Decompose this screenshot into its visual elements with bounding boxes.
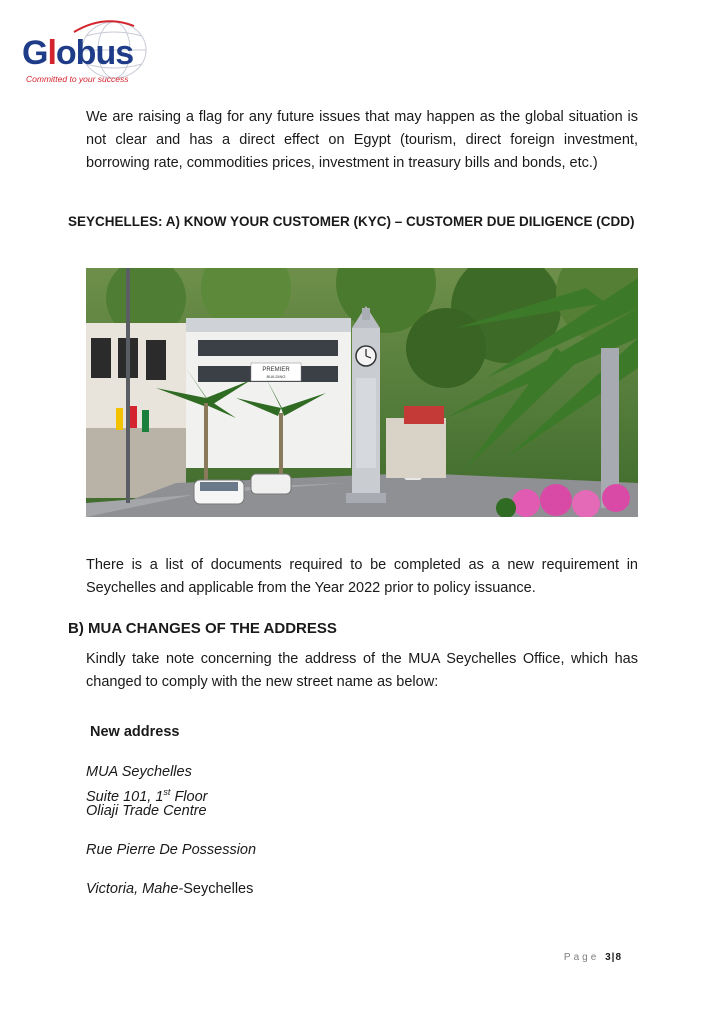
page-label: Page — [563, 952, 600, 963]
section-b-paragraph: Kindly take note concerning the address of the MUA Seychelles Office, which has changed to comply with the new street name as below: — [86, 651, 638, 690]
page-separator: | — [611, 952, 616, 963]
section-a-paragraph: There is a list of documents required to be completed as a new requirement in Seychelles and applicable from the Year 2022 prior to policy issuance. — [86, 557, 638, 596]
building-sign: PREMIER — [262, 367, 290, 373]
new-address-heading: New address — [90, 724, 180, 740]
address-line-4: Rue Pierre De Possession — [86, 842, 257, 858]
address-line-5: Victoria, Mahe-Seychelles — [86, 881, 254, 897]
address-line-3: Oliaji Trade Centre — [86, 803, 207, 819]
page-total: 8 — [615, 952, 622, 963]
logo-wordmark: Globus — [22, 34, 134, 72]
section-a-heading: SEYCHELLES: A) KNOW YOUR CUSTOMER (KYC) – CUSTOMER DUE DILIGENCE (CDD) — [68, 214, 635, 229]
intro-paragraph: We are raising a flag for any future issues that may happen as the global situation is not clear and has a direct effect on Egypt (tourism, direct foreign investment, borrowing rate, commodities prices, investment in treasury bills and bonds, etc.) — [86, 109, 638, 171]
victoria-clock-tower-photo — [86, 268, 638, 517]
section-b-heading: B) MUA CHANGES OF THE ADDRESS — [68, 620, 337, 637]
globus-logo — [18, 18, 146, 94]
address-line-2: Suite 101, 1st Floor — [86, 787, 208, 805]
page-number — [564, 952, 622, 963]
logo-tagline: Committed to your success — [26, 74, 129, 84]
building-sign-sub: BUILDING — [266, 374, 286, 379]
page-current: 3 — [605, 952, 612, 963]
street-scene-image — [86, 268, 638, 517]
address-line-1: MUA Seychelles — [86, 764, 192, 780]
